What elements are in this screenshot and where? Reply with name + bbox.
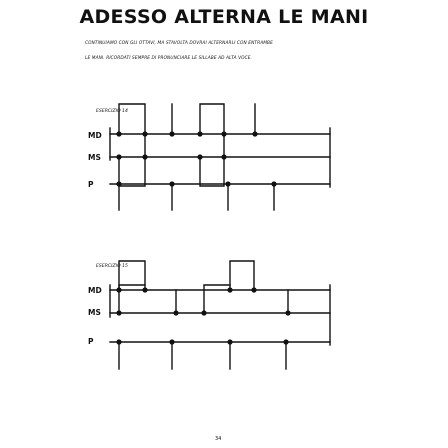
note-head xyxy=(251,287,256,292)
md-eighth-pair xyxy=(230,261,254,290)
exercise-15-row-ms: MS xyxy=(88,308,101,317)
page-number: 34 xyxy=(215,436,222,442)
exercise-15-row-md: MD xyxy=(88,286,102,295)
exercise-14-row-md: MD xyxy=(88,131,102,140)
exercise-14-label: ESERCIZIO 14 xyxy=(96,109,128,114)
note-head xyxy=(116,310,121,315)
instruction-line-2: LE MANI. RICORDATI SEMPRE DI PRONUNCIARE LE SILLABE AD ALTA VOCE. xyxy=(85,56,253,61)
note-head xyxy=(116,181,121,186)
note-head xyxy=(197,154,202,159)
note-head xyxy=(252,131,257,136)
note-head xyxy=(169,131,174,136)
note-head xyxy=(197,131,202,136)
ms-eighth-pair xyxy=(200,157,224,186)
note-head xyxy=(116,131,121,136)
note-head xyxy=(116,339,121,344)
note-head xyxy=(169,181,174,186)
ms-beam-segment xyxy=(204,285,230,313)
note-head xyxy=(227,339,232,344)
md-eighth-pair xyxy=(200,104,224,134)
note-head xyxy=(142,131,147,136)
note-head xyxy=(173,310,178,315)
exercise-14-row-p: P xyxy=(88,180,94,189)
note-head xyxy=(169,339,174,344)
instruction-line-1: CONTINUIAMO CON GLI OTTAVI, MA STAVOLTA DOVRAI ALTERNARLI CON ENTRAMBE xyxy=(85,41,273,46)
ms-beam-segment xyxy=(119,285,145,313)
ms-eighth-pair xyxy=(119,157,145,186)
note-head xyxy=(283,339,288,344)
note-head xyxy=(116,287,121,292)
note-head xyxy=(116,154,121,159)
note-head xyxy=(225,181,230,186)
note-head xyxy=(271,181,276,186)
page-title: ADESSO ALTERNA LE MANI xyxy=(79,6,369,28)
md-eighth-pair xyxy=(119,104,145,134)
exercise-14-notation xyxy=(0,98,448,218)
note-head xyxy=(285,310,290,315)
exercise-15-notation xyxy=(0,255,448,380)
exercise-15-row-p: P xyxy=(88,337,94,346)
exercise-15-label: ESERCIZIO 15 xyxy=(96,264,128,269)
note-head xyxy=(142,154,147,159)
note-head xyxy=(142,287,147,292)
note-head xyxy=(227,287,232,292)
note-head xyxy=(221,131,226,136)
note-head xyxy=(221,154,226,159)
exercise-14-row-ms: MS xyxy=(88,153,101,162)
note-head xyxy=(201,310,206,315)
